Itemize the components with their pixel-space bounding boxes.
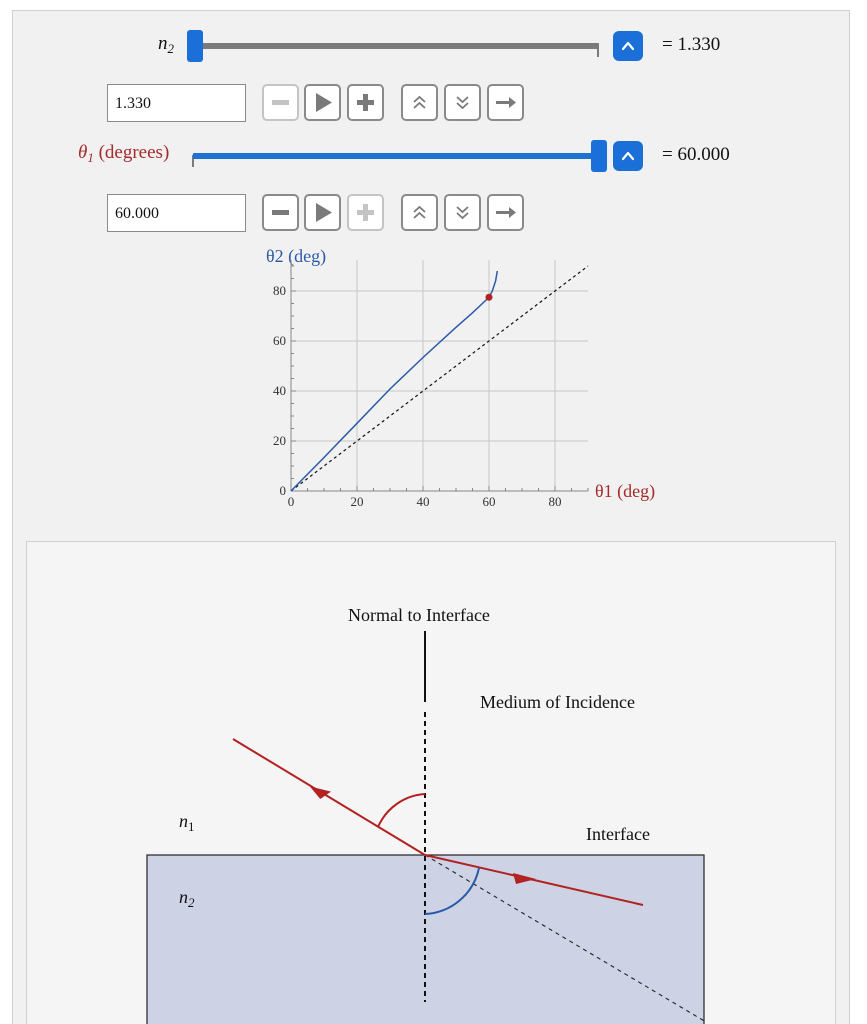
chart-ylabel: θ2 (deg) xyxy=(266,246,327,266)
chart-ytick-label: 0 xyxy=(279,483,286,498)
chart-xlabel: θ1 (deg) xyxy=(595,481,656,501)
n2-input-field[interactable]: 1.330 xyxy=(107,84,246,122)
n2-diagram-label-main: n xyxy=(179,887,188,907)
medium-label: Medium of Incidence xyxy=(480,692,635,712)
n2-label-main: n xyxy=(158,33,168,54)
chart-xtick-label: 40 xyxy=(416,494,430,509)
n1-label-sub: 1 xyxy=(188,819,195,834)
n2-value-readout: = 1.330 xyxy=(662,34,721,55)
incidence-angle-arc xyxy=(378,794,425,827)
n2-diagram-label-sub: 2 xyxy=(188,895,195,910)
interface-label: Interface xyxy=(586,824,650,844)
chart-xtick-label: 0 xyxy=(287,494,295,509)
chart-ytick-label: 60 xyxy=(273,333,286,348)
chart-xtick-label: 60 xyxy=(482,494,496,509)
chart-xtick-label: 20 xyxy=(350,494,364,509)
n1-label-main: n xyxy=(179,811,188,831)
chart-ytick-label: 20 xyxy=(273,433,286,448)
incident-ray xyxy=(233,739,425,855)
theta1-label-main: θ xyxy=(78,142,88,163)
chart-ytick-label: 40 xyxy=(273,383,286,398)
theta1-label-units: (degrees) xyxy=(93,142,170,163)
n1-label xyxy=(179,811,195,834)
chart-xtick-label: 80 xyxy=(548,494,562,509)
chart-ytick-label: 80 xyxy=(273,283,286,298)
theta1-value-readout: = 60.000 xyxy=(662,144,730,165)
n2-label-sub: 2 xyxy=(167,41,174,56)
theta1-input-field[interactable]: 60.000 xyxy=(107,194,246,232)
normal-label: Normal to Interface xyxy=(348,605,490,625)
theta1-label-sub: 1 xyxy=(87,150,94,165)
